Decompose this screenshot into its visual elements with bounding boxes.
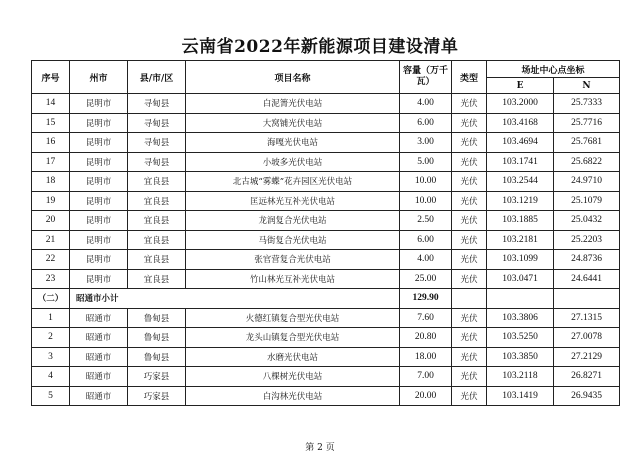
cell-seq: 22	[32, 250, 70, 270]
cell-n: 25.2203	[554, 230, 620, 250]
cell-city: 昭通市	[70, 367, 128, 387]
cell-city: 昆明市	[70, 172, 128, 192]
cell-county: 鲁甸县	[128, 347, 186, 367]
cell-city: 昆明市	[70, 230, 128, 250]
cell-capacity: 18.00	[400, 347, 452, 367]
cell-e: 103.2544	[487, 172, 554, 192]
project-table	[31, 60, 620, 406]
cell-capacity: 20.80	[400, 328, 452, 348]
cell-county: 寻甸县	[128, 94, 186, 114]
cell-e: 103.0471	[487, 269, 554, 289]
cell-capacity: 20.00	[400, 386, 452, 406]
cell-type: 光伏	[452, 172, 487, 192]
cell-type: 光伏	[452, 94, 487, 114]
subtotal-label: 昭通市小计	[70, 289, 400, 309]
cell-e: 103.2000	[487, 94, 554, 114]
table-row	[32, 308, 620, 328]
cell-county: 宜良县	[128, 211, 186, 231]
cell-seq: 16	[32, 133, 70, 153]
header-city: 州市	[70, 61, 128, 94]
cell-project-name: 小坡多光伏电站	[186, 152, 400, 172]
subtotal-capacity: 129.90	[400, 289, 452, 309]
cell-county: 寻甸县	[128, 152, 186, 172]
cell-project-name: 张官营复合光伏电站	[186, 250, 400, 270]
cell-county: 寻甸县	[128, 113, 186, 133]
table-body	[32, 94, 620, 406]
header-coord: 场址中心点坐标	[487, 61, 620, 78]
cell-city: 昭通市	[70, 386, 128, 406]
header-capacity: 容量（万千瓦）	[400, 61, 452, 94]
cell-project-name: 龙头山镇复合型光伏电站	[186, 328, 400, 348]
cell-project-name: 竹山林光互补光伏电站	[186, 269, 400, 289]
cell-county: 宜良县	[128, 172, 186, 192]
cell-project-name: 白泥箐光伏电站	[186, 94, 400, 114]
table-row	[32, 191, 620, 211]
header-project: 项目名称	[186, 61, 400, 94]
cell-n: 25.0432	[554, 211, 620, 231]
table-row	[32, 94, 620, 114]
cell-n: 24.9710	[554, 172, 620, 192]
cell-capacity: 10.00	[400, 172, 452, 192]
cell-e: 103.2181	[487, 230, 554, 250]
cell-capacity: 10.00	[400, 191, 452, 211]
cell-e: 103.5250	[487, 328, 554, 348]
cell-city: 昆明市	[70, 250, 128, 270]
cell-city: 昆明市	[70, 113, 128, 133]
table-row	[32, 367, 620, 387]
cell-type: 光伏	[452, 113, 487, 133]
cell-capacity: 6.00	[400, 230, 452, 250]
table-row	[32, 347, 620, 367]
table-row	[32, 230, 620, 250]
cell-capacity: 25.00	[400, 269, 452, 289]
subtotal-empty	[554, 289, 620, 309]
cell-n: 26.9435	[554, 386, 620, 406]
cell-type: 光伏	[452, 133, 487, 153]
cell-e: 103.3850	[487, 347, 554, 367]
cell-capacity: 2.50	[400, 211, 452, 231]
cell-project-name: 水磨光伏电站	[186, 347, 400, 367]
cell-type: 光伏	[452, 367, 487, 387]
cell-n: 25.7333	[554, 94, 620, 114]
table-row	[32, 386, 620, 406]
cell-n: 25.1079	[554, 191, 620, 211]
cell-n: 24.6441	[554, 269, 620, 289]
cell-capacity: 3.00	[400, 133, 452, 153]
cell-city: 昭通市	[70, 308, 128, 328]
cell-seq: 15	[32, 113, 70, 133]
cell-city: 昆明市	[70, 152, 128, 172]
cell-city: 昆明市	[70, 94, 128, 114]
cell-seq: 21	[32, 230, 70, 250]
table-row	[32, 113, 620, 133]
header-e: E	[487, 78, 554, 94]
header-type: 类型	[452, 61, 487, 94]
cell-n: 25.6822	[554, 152, 620, 172]
table-row	[32, 211, 620, 231]
cell-capacity: 4.00	[400, 250, 452, 270]
table-row	[32, 250, 620, 270]
cell-e: 103.1099	[487, 250, 554, 270]
cell-capacity: 7.00	[400, 367, 452, 387]
subtotal-row	[32, 289, 620, 309]
cell-e: 103.1741	[487, 152, 554, 172]
cell-county: 宜良县	[128, 230, 186, 250]
cell-project-name: 海嘎光伏电站	[186, 133, 400, 153]
cell-city: 昆明市	[70, 211, 128, 231]
cell-type: 光伏	[452, 152, 487, 172]
cell-city: 昭通市	[70, 328, 128, 348]
cell-county: 宜良县	[128, 250, 186, 270]
table-row	[32, 269, 620, 289]
header-seq: 序号	[32, 61, 70, 94]
cell-county: 鲁甸县	[128, 308, 186, 328]
cell-project-name: 龙润复合光伏电站	[186, 211, 400, 231]
cell-type: 光伏	[452, 308, 487, 328]
cell-capacity: 4.00	[400, 94, 452, 114]
cell-city: 昭通市	[70, 347, 128, 367]
cell-type: 光伏	[452, 191, 487, 211]
cell-capacity: 5.00	[400, 152, 452, 172]
cell-type: 光伏	[452, 328, 487, 348]
cell-n: 27.0078	[554, 328, 620, 348]
cell-e: 103.2118	[487, 367, 554, 387]
cell-e: 103.1419	[487, 386, 554, 406]
cell-e: 103.3806	[487, 308, 554, 328]
cell-capacity: 6.00	[400, 113, 452, 133]
cell-n: 24.8736	[554, 250, 620, 270]
cell-project-name: 大窝铺光伏电站	[186, 113, 400, 133]
cell-e: 103.1219	[487, 191, 554, 211]
cell-city: 昆明市	[70, 269, 128, 289]
document-title: 云南省2022年新能源项目建设清单	[181, 37, 459, 57]
cell-county: 寻甸县	[128, 133, 186, 153]
cell-project-name: 匡远林光互补光伏电站	[186, 191, 400, 211]
cell-project-name: 北古城“雾蝶”花卉园区光伏电站	[186, 172, 400, 192]
cell-city: 昆明市	[70, 133, 128, 153]
cell-seq: 14	[32, 94, 70, 114]
subtotal-seq: （二）	[32, 289, 70, 309]
cell-project-name: 八棵树光伏电站	[186, 367, 400, 387]
cell-project-name: 白沟林光伏电站	[186, 386, 400, 406]
cell-e: 103.4168	[487, 113, 554, 133]
cell-county: 宜良县	[128, 191, 186, 211]
cell-county: 宜良县	[128, 269, 186, 289]
cell-type: 光伏	[452, 250, 487, 270]
cell-county: 鲁甸县	[128, 328, 186, 348]
cell-e: 103.4694	[487, 133, 554, 153]
cell-seq: 23	[32, 269, 70, 289]
cell-seq: 18	[32, 172, 70, 192]
table-row	[32, 152, 620, 172]
cell-project-name: 火德红镇复合型光伏电站	[186, 308, 400, 328]
cell-seq: 19	[32, 191, 70, 211]
table-row	[32, 328, 620, 348]
cell-n: 26.8271	[554, 367, 620, 387]
cell-seq: 1	[32, 308, 70, 328]
subtotal-empty	[487, 289, 554, 309]
header-county: 县/市/区	[128, 61, 186, 94]
cell-e: 103.1885	[487, 211, 554, 231]
cell-n: 25.7716	[554, 113, 620, 133]
table-row	[32, 172, 620, 192]
cell-n: 25.7681	[554, 133, 620, 153]
cell-type: 光伏	[452, 269, 487, 289]
cell-county: 巧家县	[128, 386, 186, 406]
cell-project-name: 马街复合光伏电站	[186, 230, 400, 250]
cell-capacity: 7.60	[400, 308, 452, 328]
cell-seq: 20	[32, 211, 70, 231]
cell-type: 光伏	[452, 230, 487, 250]
cell-seq: 17	[32, 152, 70, 172]
header-n: N	[554, 78, 620, 94]
cell-seq: 2	[32, 328, 70, 348]
cell-n: 27.2129	[554, 347, 620, 367]
page-number: 第 2 页	[305, 443, 335, 453]
table-row	[32, 133, 620, 153]
cell-seq: 5	[32, 386, 70, 406]
cell-type: 光伏	[452, 386, 487, 406]
subtotal-empty	[452, 289, 487, 309]
cell-seq: 4	[32, 367, 70, 387]
cell-city: 昆明市	[70, 191, 128, 211]
cell-n: 27.1315	[554, 308, 620, 328]
cell-type: 光伏	[452, 347, 487, 367]
cell-county: 巧家县	[128, 367, 186, 387]
cell-type: 光伏	[452, 211, 487, 231]
cell-seq: 3	[32, 347, 70, 367]
